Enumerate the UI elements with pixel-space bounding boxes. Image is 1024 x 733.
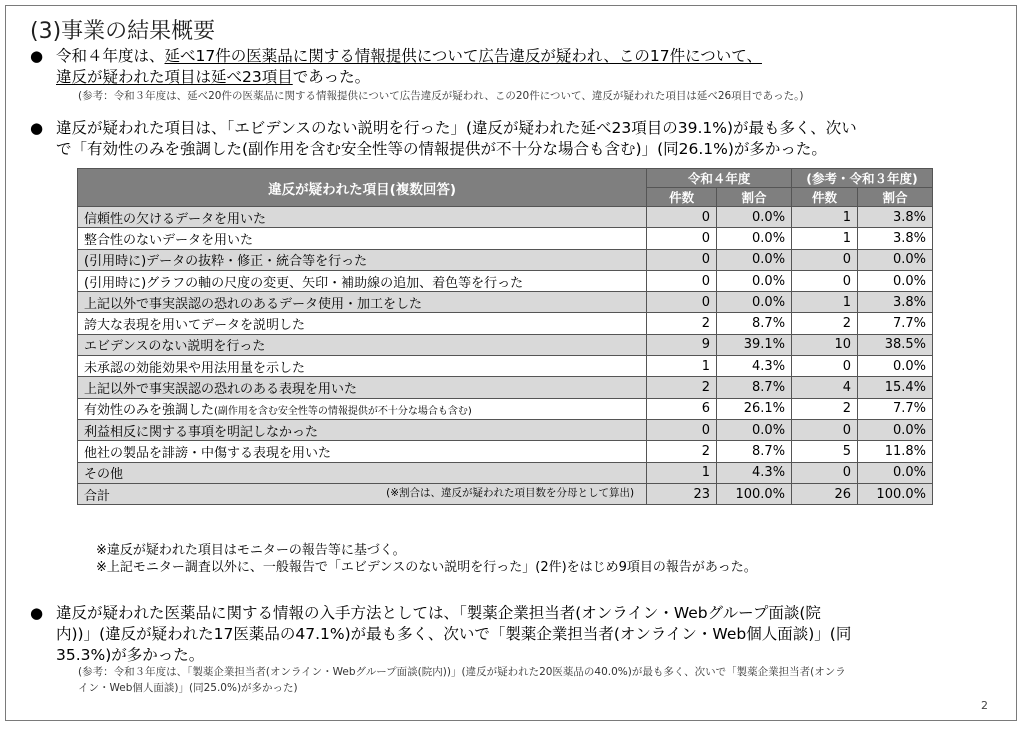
count-r4: 9 — [647, 334, 717, 355]
count-r3: 0 — [792, 270, 858, 291]
slide — [5, 5, 1017, 721]
count-r3: 10 — [792, 334, 858, 355]
total-count-r4: 23 — [647, 483, 717, 504]
underlined-text: 違反が疑われた項目は延べ23項目 — [56, 68, 293, 86]
count-r4: 6 — [647, 398, 717, 419]
ratio-r3: 3.8% — [857, 207, 932, 228]
bullet-items — [30, 118, 857, 160]
count-r3: 2 — [792, 313, 858, 334]
note-2: ※上記モニター調査以外に、一般報告で「エビデンスのない説明を行った」(2件)をはじめ9項目の報告があった。 — [96, 560, 757, 575]
count-r4: 0 — [647, 249, 717, 270]
ratio-r3: 3.8% — [857, 228, 932, 249]
count-r3: 1 — [792, 228, 858, 249]
ratio-r4: 8.7% — [717, 313, 792, 334]
bullet-line — [56, 67, 762, 88]
table-row — [78, 313, 933, 334]
page-title: (3)事業の結果概要 — [30, 19, 216, 44]
count-r3: 5 — [792, 441, 858, 462]
ratio-r4: 0.0% — [717, 249, 792, 270]
total-ratio-r4: 100.0% — [717, 483, 792, 504]
header-count: 件数 — [647, 188, 717, 207]
header-count: 件数 — [792, 188, 858, 207]
reference-line: イン・Web個人面談)」(同25.0%)が多かった) — [78, 682, 298, 694]
item-cell: 上記以外で事実誤認の恐れのある表現を用いた — [78, 377, 647, 398]
item-cell: 未承認の効能効果や用法用量を示した — [78, 356, 647, 377]
header-r3: (参考・令和３年度) — [792, 169, 933, 188]
ratio-r3: 7.7% — [857, 313, 932, 334]
total-cell: 合計 (※割合は、違反が疑われた項目数を分母として算出) — [78, 483, 647, 504]
ratio-r4: 39.1% — [717, 334, 792, 355]
item-cell: (引用時に)グラフの軸の尺度の変更、矢印・補助線の追加、着色等を行った — [78, 270, 647, 291]
ratio-r3: 0.0% — [857, 249, 932, 270]
count-r4: 0 — [647, 292, 717, 313]
ratio-r3: 7.7% — [857, 398, 932, 419]
count-r3: 0 — [792, 249, 858, 270]
count-r3: 0 — [792, 462, 858, 483]
table-total-row — [78, 483, 933, 504]
ratio-r4: 4.3% — [717, 356, 792, 377]
ratio-r4: 8.7% — [717, 441, 792, 462]
ratio-r3: 0.0% — [857, 356, 932, 377]
item-cell: 有効性のみを強調した(副作用を含む安全性等の情報提供が不十分な場合も含む) — [78, 398, 647, 419]
violation-table — [77, 168, 933, 505]
table-row — [78, 270, 933, 291]
ratio-r3: 11.8% — [857, 441, 932, 462]
count-r4: 2 — [647, 377, 717, 398]
bullet-line — [56, 46, 762, 67]
table-row — [78, 419, 933, 440]
table-row — [78, 334, 933, 355]
ratio-r4: 0.0% — [717, 292, 792, 313]
count-r3: 2 — [792, 398, 858, 419]
item-cell: エビデンスのない説明を行った — [78, 334, 647, 355]
header-ratio: 割合 — [717, 188, 792, 207]
table-row — [78, 441, 933, 462]
ratio-r3: 15.4% — [857, 377, 932, 398]
page-number: 2 — [981, 699, 988, 712]
count-r4: 2 — [647, 313, 717, 334]
ratio-r3: 3.8% — [857, 292, 932, 313]
count-r4: 0 — [647, 228, 717, 249]
bullet-dot: ● — [30, 119, 44, 137]
ratio-r4: 4.3% — [717, 462, 792, 483]
table-row — [78, 249, 933, 270]
ratio-r4: 0.0% — [717, 228, 792, 249]
count-r3: 1 — [792, 207, 858, 228]
count-r4: 0 — [647, 419, 717, 440]
item-cell: 利益相反に関する事項を明記しなかった — [78, 419, 647, 440]
item-cell: その他 — [78, 462, 647, 483]
count-r4: 0 — [647, 270, 717, 291]
item-cell: 誇大な表現を用いてデータを説明した — [78, 313, 647, 334]
bullet-line: 違反が疑われた医薬品に関する情報の入手方法としては、「製薬企業担当者(オンライン・Webグループ面談(院 — [56, 604, 821, 622]
bullet-dot: ● — [30, 604, 44, 622]
bullet-line: 内))」(違反が疑われた17医薬品の47.1%)が最も多く、次いで「製薬企業担当者(オンライン・Web個人面談)」(同 — [56, 625, 852, 643]
table-row — [78, 377, 933, 398]
header-r4: 令和４年度 — [647, 169, 792, 188]
table-row — [78, 207, 933, 228]
table-row — [78, 292, 933, 313]
count-r3: 4 — [792, 377, 858, 398]
reference-note: (参考：令和３年度は、延べ20件の医薬品に関する情報提供について広告違反が疑われ、この20件について、違反が疑われた項目は延べ26項目であった。) — [78, 90, 804, 102]
ratio-r4: 0.0% — [717, 207, 792, 228]
total-ratio-r3: 100.0% — [857, 483, 932, 504]
ratio-r3: 38.5% — [857, 334, 932, 355]
count-r4: 0 — [647, 207, 717, 228]
bullet-summary — [30, 46, 762, 88]
ratio-r4: 26.1% — [717, 398, 792, 419]
header-ratio: 割合 — [857, 188, 932, 207]
note-1: ※違反が疑われた項目はモニターの報告等に基づく。 — [96, 543, 406, 558]
underlined-text: 延べ17件の医薬品に関する情報提供について広告違反が疑われ、この17件について、 — [164, 47, 762, 65]
count-r3: 0 — [792, 419, 858, 440]
count-r4: 1 — [647, 462, 717, 483]
count-r4: 1 — [647, 356, 717, 377]
reference-note — [78, 664, 846, 696]
bullet-line: 35.3%)が多かった。 — [56, 646, 205, 664]
bullet-text: 令和４年度は、 — [56, 47, 165, 65]
ratio-r3: 0.0% — [857, 462, 932, 483]
bullet-line: 違反が疑われた項目は、「エビデンスのない説明を行った」(違反が疑われた延べ23項目の39.1%)が最も多く、次い — [56, 119, 857, 137]
ratio-r4: 8.7% — [717, 377, 792, 398]
table-row — [78, 462, 933, 483]
item-cell: 信頼性の欠けるデータを用いた — [78, 207, 647, 228]
bullet-dot: ● — [30, 47, 44, 65]
table-row — [78, 356, 933, 377]
count-r4: 2 — [647, 441, 717, 462]
table-row — [78, 398, 933, 419]
total-count-r3: 26 — [792, 483, 858, 504]
item-cell: 他社の製品を誹謗・中傷する表現を用いた — [78, 441, 647, 462]
reference-line: (参考：令和３年度は、「製薬企業担当者(オンライン・Webグループ面談(院内))」(違反が疑われた20医薬品の40.0%)が最も多く、次いで「製薬企業担当者(オンラ — [78, 666, 846, 678]
item-cell: 上記以外で事実誤認の恐れのあるデータ使用・加工をした — [78, 292, 647, 313]
bullet-line: で「有効性のみを強調した(副作用を含む安全性等の情報提供が不十分な場合も含む)」(同26.1%)が多かった。 — [56, 140, 827, 158]
ratio-r4: 0.0% — [717, 419, 792, 440]
item-cell: (引用時に)データの抜粋・修正・統合等を行った — [78, 249, 647, 270]
ratio-r4: 0.0% — [717, 270, 792, 291]
count-r3: 1 — [792, 292, 858, 313]
ratio-r3: 0.0% — [857, 419, 932, 440]
count-r3: 0 — [792, 356, 858, 377]
bullet-text: であった。 — [292, 68, 371, 86]
bullet-source — [30, 603, 852, 666]
header-item: 違反が疑われた項目(複数回答) — [78, 169, 647, 207]
item-cell: 整合性のないデータを用いた — [78, 228, 647, 249]
table-row — [78, 228, 933, 249]
ratio-r3: 0.0% — [857, 270, 932, 291]
